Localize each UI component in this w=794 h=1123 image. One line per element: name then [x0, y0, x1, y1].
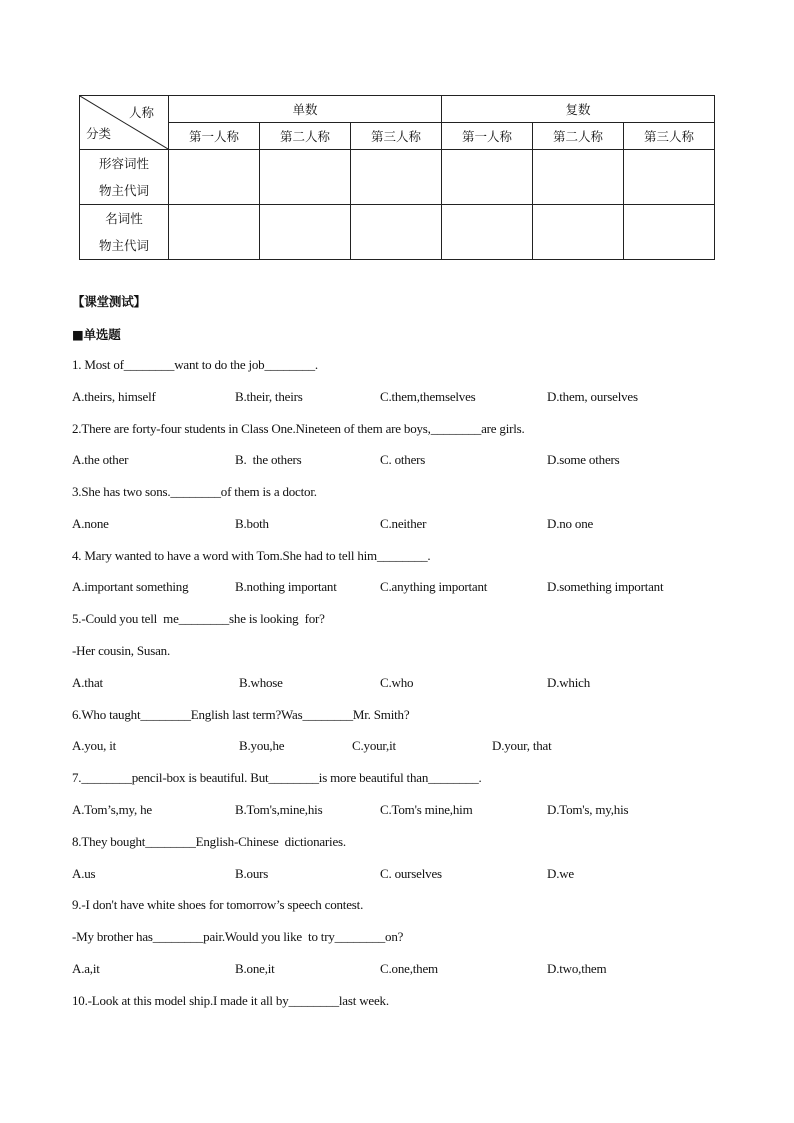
header-person: 第二人称 — [533, 123, 624, 150]
question-text: 8.They bought________English-Chinese dictionaries. — [72, 834, 346, 849]
option-c[interactable]: C.neither — [380, 516, 427, 531]
option-b[interactable]: B.you,he — [239, 738, 285, 753]
pronoun-table — [79, 95, 715, 260]
table-row — [80, 205, 715, 260]
question-text: 6.Who taught________English last term?Was________Mr. Smith? — [72, 707, 410, 722]
option-d[interactable]: D.your, that — [492, 738, 552, 753]
empty-cell — [442, 150, 533, 205]
option-a[interactable]: A.a,it — [72, 961, 100, 976]
option-d[interactable]: D.which — [547, 675, 591, 690]
option-a[interactable]: A.theirs, himself — [72, 389, 156, 404]
corner-top-label: 人称 — [128, 105, 154, 120]
option-d[interactable]: D.something important — [547, 579, 664, 594]
option-c[interactable]: C.anything important — [380, 579, 488, 594]
header-singular: 单数 — [169, 96, 442, 123]
header-person: 第二人称 — [260, 123, 351, 150]
option-a[interactable]: A.us — [72, 866, 96, 881]
option-d[interactable]: D.some others — [547, 452, 620, 467]
header-person: 第三人称 — [624, 123, 715, 150]
question-text: 3.She has two sons.________of them is a doctor. — [72, 484, 317, 499]
option-a[interactable]: A.important something — [72, 579, 189, 594]
empty-cell — [624, 150, 715, 205]
question-text: 9.-I don't have white shoes for tomorrow’s speech contest. — [72, 897, 364, 912]
row-label-cell — [80, 205, 169, 260]
header-plural: 复数 — [442, 96, 715, 123]
option-d[interactable]: D.no one — [547, 516, 594, 531]
question-text: 4. Mary wanted to have a word with Tom.She had to tell him________. — [72, 548, 431, 563]
option-b[interactable]: B.ours — [235, 866, 269, 881]
option-b[interactable]: B.whose — [239, 675, 283, 690]
empty-cell — [533, 205, 624, 260]
empty-cell — [260, 205, 351, 260]
option-d[interactable]: D.we — [547, 866, 574, 881]
row-label-line: 物主代词 — [98, 183, 149, 198]
option-a[interactable]: A.that — [72, 675, 103, 690]
empty-cell — [169, 205, 260, 260]
empty-cell — [351, 205, 442, 260]
header-person: 第三人称 — [351, 123, 442, 150]
option-d[interactable]: D.two,them — [547, 961, 607, 976]
option-c[interactable]: C.them,themselves — [380, 389, 476, 404]
header-person: 第一人称 — [169, 123, 260, 150]
question-text: 10.-Look at this model ship.I made it all by________last week. — [72, 993, 389, 1008]
empty-cell — [442, 205, 533, 260]
option-c[interactable]: C.one,them — [380, 961, 438, 976]
option-b[interactable]: B.nothing important — [235, 579, 337, 594]
option-b[interactable]: B. the others — [235, 452, 302, 467]
question-text: 1. Most of________want to do the job________. — [72, 357, 318, 372]
question-text: 5.-Could you tell me________she is looking for? — [72, 611, 325, 626]
option-b[interactable]: B.their, theirs — [235, 389, 303, 404]
subsection-title: ■单选题 — [72, 327, 121, 342]
table-row — [80, 150, 715, 205]
row-label-line: 形容词性 — [98, 156, 149, 171]
option-b[interactable]: B.Tom's,mine,his — [235, 802, 323, 817]
empty-cell — [624, 205, 715, 260]
empty-cell — [169, 150, 260, 205]
question-text: -Her cousin, Susan. — [72, 643, 171, 658]
option-a[interactable]: A.you, it — [72, 738, 117, 753]
option-a[interactable]: A.none — [72, 516, 109, 531]
header-person: 第一人称 — [442, 123, 533, 150]
empty-cell — [351, 150, 442, 205]
option-c[interactable]: C. others — [380, 452, 426, 467]
row-label-line: 名词性 — [105, 211, 143, 226]
table-corner-cell — [80, 96, 169, 150]
option-b[interactable]: B.one,it — [235, 961, 275, 976]
row-label-cell — [80, 150, 169, 205]
corner-bottom-label: 分类 — [86, 126, 112, 141]
question-text: 2.There are forty-four students in Class One.Nineteen of them are boys,________are girls. — [72, 421, 525, 436]
option-c[interactable]: C.who — [380, 675, 414, 690]
option-a[interactable]: A.the other — [72, 452, 129, 467]
question-text: 7.________pencil-box is beautiful. But________is more beautiful than________. — [72, 770, 482, 785]
question-text: -My brother has________pair.Would you like to try________on? — [72, 929, 404, 944]
empty-cell — [533, 150, 624, 205]
row-label-line: 物主代词 — [98, 238, 149, 253]
section-title: 【课堂测试】 — [72, 294, 146, 309]
option-c[interactable]: C.your,it — [352, 738, 396, 753]
option-c[interactable]: C. ourselves — [380, 866, 442, 881]
option-c[interactable]: C.Tom's mine,him — [380, 802, 473, 817]
empty-cell — [260, 150, 351, 205]
option-d[interactable]: D.Tom's, my,his — [547, 802, 629, 817]
option-d[interactable]: D.them, ourselves — [547, 389, 638, 404]
option-a[interactable]: A.Tom’s,my, he — [72, 802, 152, 817]
option-b[interactable]: B.both — [235, 516, 269, 531]
